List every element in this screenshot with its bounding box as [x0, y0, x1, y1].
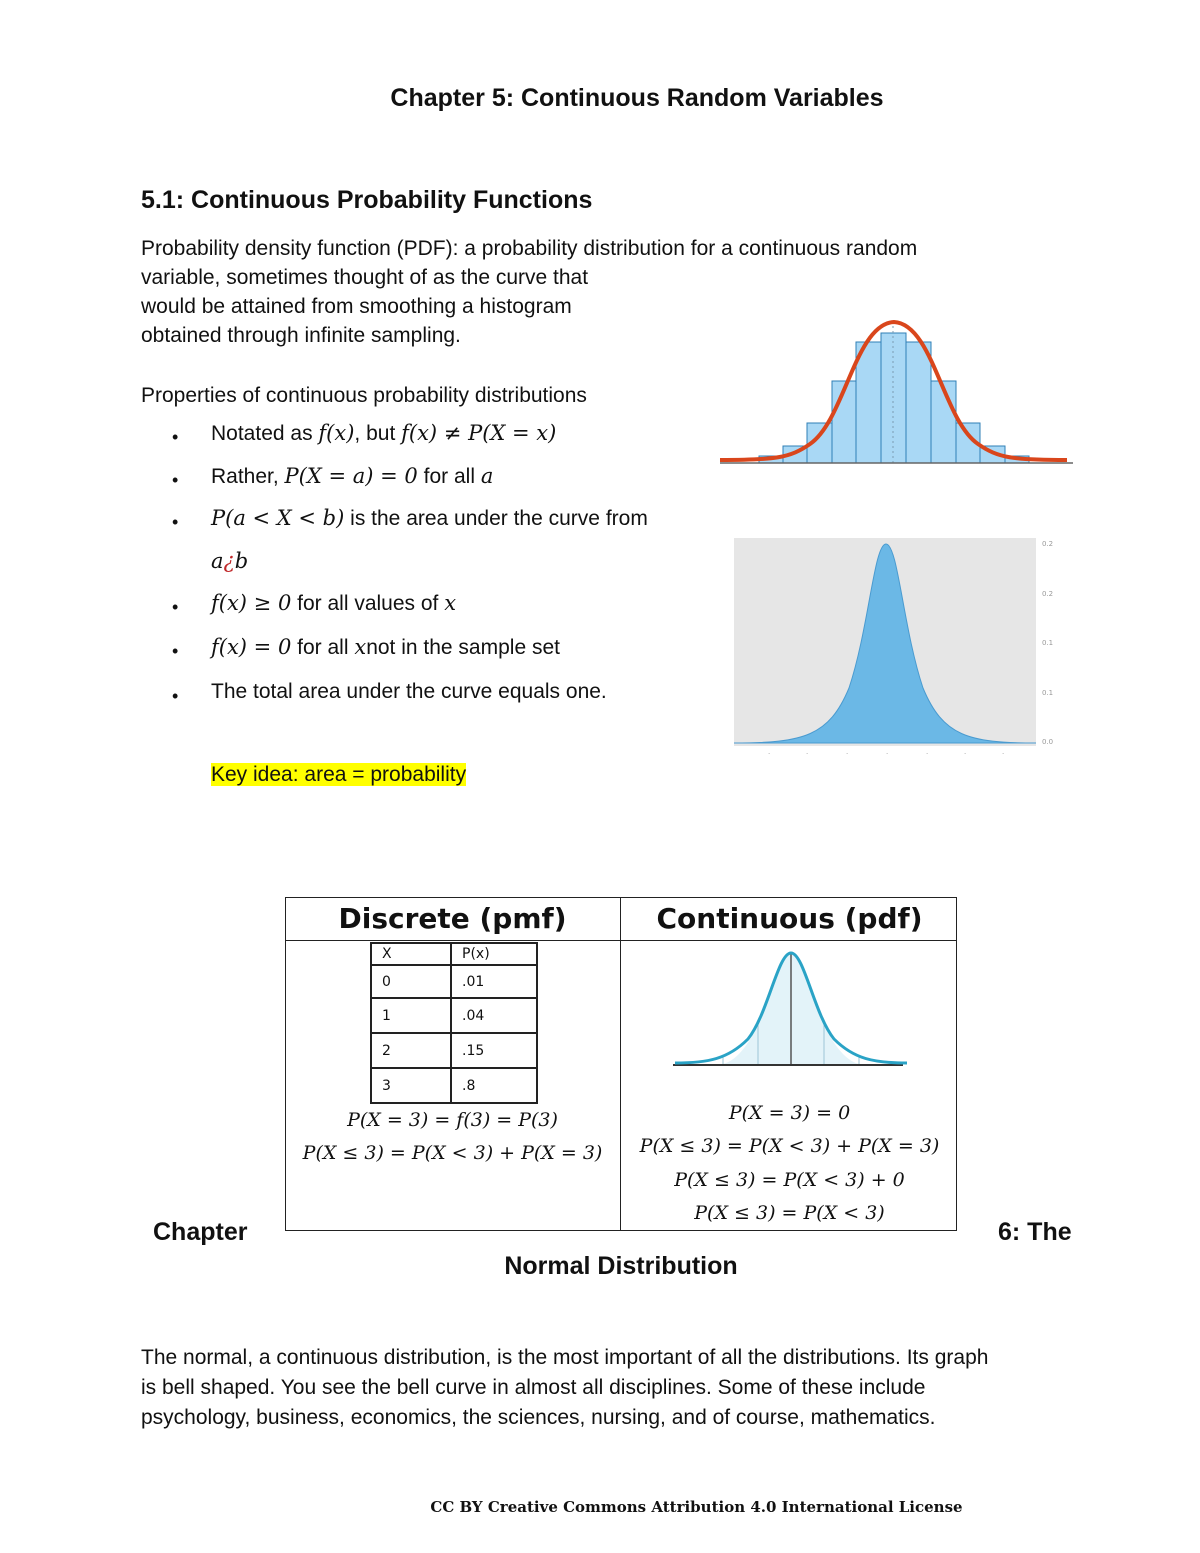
bullet-dot: • — [172, 686, 179, 706]
column-divider — [620, 897, 621, 1231]
svg-text:·: · — [806, 750, 809, 758]
svg-text:·: · — [886, 750, 889, 758]
histogram-bar — [906, 342, 931, 463]
table-row: 2 .15 — [371, 1033, 537, 1068]
continuous-equation: P(X ≤ 3) = P(X < 3) + P(X = 3) — [639, 1135, 940, 1157]
svg-text:0.2: 0.2 — [1042, 540, 1054, 548]
continuous-header: Continuous (pdf) — [656, 902, 923, 935]
discrete-header: Discrete (pmf) — [338, 902, 567, 935]
list-item: P(a < X < b) is the area under the curve from — [211, 506, 648, 530]
histogram-figure — [715, 312, 1075, 467]
normal-intro: The normal, a continuous distribution, is the most important of all the distributions. Its graph is bell shaped. You see the bell curve in almost all disciplines. Some of these include psychology, business, economics, the sciences, nursing, and of course, mathematics. — [141, 1346, 989, 1429]
bullet-dot: • — [172, 512, 179, 532]
list-item-continuation: a¿b — [211, 549, 249, 573]
bullet-dot: • — [172, 641, 179, 661]
continuous-equation: P(X ≤ 3) = P(X < 3) + 0 — [674, 1169, 905, 1191]
list-item: f(x) = 0 for all xnot in the sample set — [211, 635, 560, 659]
area-curve-figure — [734, 538, 1056, 760]
list-item: The total area under the curve equals one. — [211, 680, 607, 703]
svg-text:0.0: 0.0 — [1042, 738, 1054, 746]
svg-text:·: · — [964, 750, 967, 758]
svg-text:·: · — [768, 750, 771, 758]
page-title: Chapter 5: Continuous Random Variables — [390, 84, 884, 112]
pdf-definition: Probability density function (PDF): a probability distribution for a continuous random variable, sometimes thought of as the curve that would be attained from smoothing a histogram obtained through infinite sampling. — [141, 237, 918, 347]
list-item: f(x) ≥ 0 for all values of x — [211, 591, 457, 615]
chapter6-right: 6: The — [998, 1218, 1072, 1246]
table-row: 0 .01 — [371, 965, 537, 998]
properties-heading: Properties of continuous probability distributions — [141, 384, 587, 407]
svg-text:0.2: 0.2 — [1042, 590, 1054, 598]
pmf-table — [370, 942, 538, 1104]
bullet-dot: • — [172, 597, 179, 617]
svg-text:·: · — [1002, 750, 1005, 758]
svg-text:·: · — [926, 750, 929, 758]
section-heading: 5.1: Continuous Probability Functions — [141, 186, 593, 214]
svg-text:·: · — [846, 750, 849, 758]
key-idea: Key idea: area = probability — [211, 763, 467, 786]
discrete-equation: P(X ≤ 3) = P(X < 3) + P(X = 3) — [302, 1142, 603, 1164]
svg-text:0.1: 0.1 — [1042, 639, 1054, 647]
license-footer: CC BY Creative Commons Attribution 4.0 International License — [430, 1498, 963, 1516]
list-item: Rather, P(X = a) = 0 for all a — [211, 464, 494, 488]
histogram-bar — [856, 342, 881, 463]
list-item: Notated as f(x), but f(x) ≠ P(X = x) — [211, 421, 557, 445]
table-header: P(x) — [451, 943, 537, 965]
discrete-equation: P(X = 3) = f(3) = P(3) — [347, 1109, 558, 1131]
continuous-equation: P(X = 3) = 0 — [728, 1102, 851, 1124]
header-rule — [285, 940, 957, 941]
continuous-equation: P(X ≤ 3) = P(X < 3) — [694, 1202, 885, 1224]
svg-text:0.1: 0.1 — [1042, 689, 1054, 697]
table-header: X — [371, 943, 451, 965]
chapter6-subtitle: Normal Distribution — [504, 1252, 738, 1280]
pdf-bell-figure — [673, 949, 908, 1074]
table-row: 3 .8 — [371, 1068, 537, 1103]
pmf-pdf-comparison — [285, 897, 957, 1233]
bullet-dot: • — [172, 427, 179, 447]
chapter6-left: Chapter — [153, 1218, 248, 1246]
bullet-dot: • — [172, 470, 179, 490]
table-row: 1 .04 — [371, 998, 537, 1033]
